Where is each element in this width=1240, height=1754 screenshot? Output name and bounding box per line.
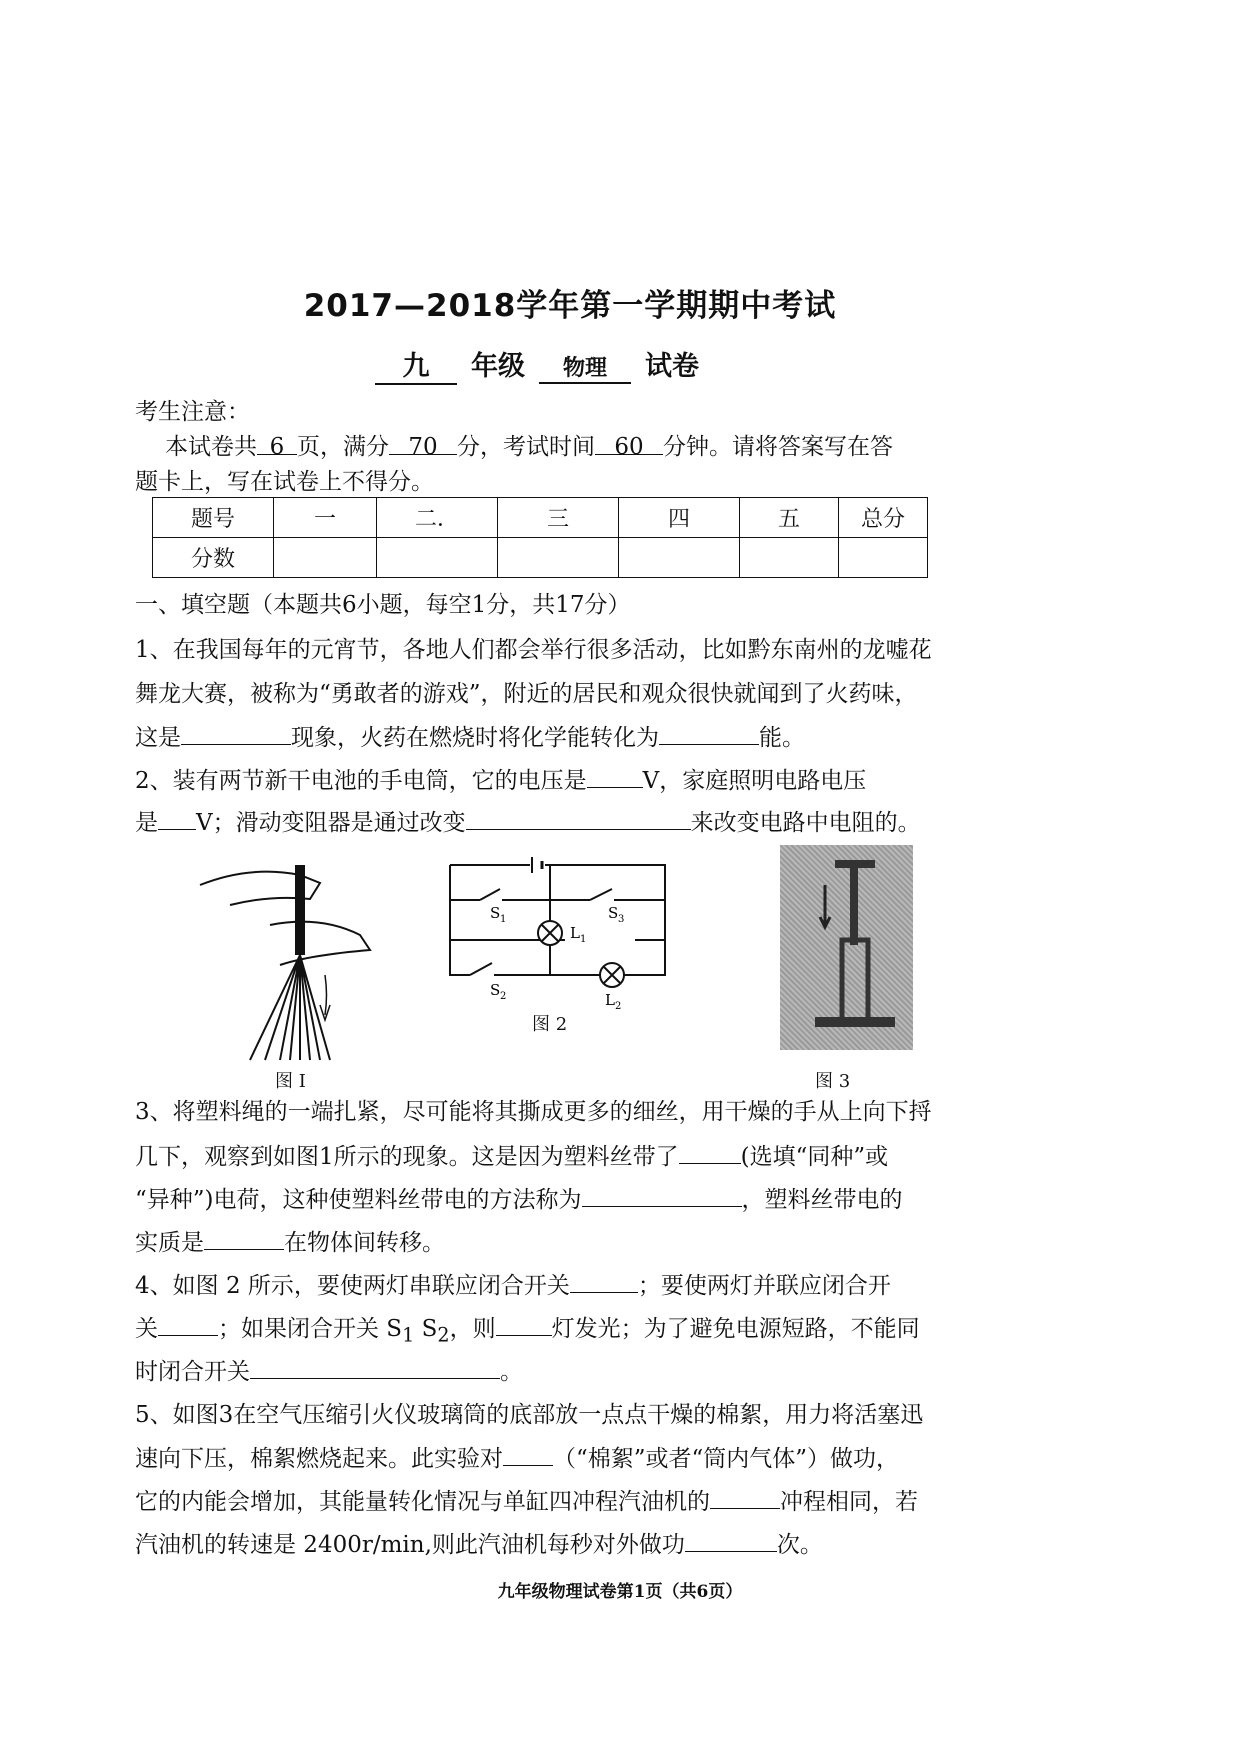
answer-blank[interactable] — [466, 807, 691, 830]
q3-text: ，塑料丝带电的 — [741, 1187, 903, 1213]
figure-3-photo — [780, 845, 913, 1050]
q5-text: 它的内能会增加，其能量转化情况与单缸四冲程汽油机的 — [135, 1489, 710, 1515]
q3-text: 几下，观察到如图1所示的现象。这是因为塑料丝带了 — [135, 1144, 679, 1170]
answer-blank[interactable] — [250, 1356, 500, 1379]
q4-text: 关 — [135, 1316, 158, 1342]
q4-text: 4、如图 2 所示，要使两灯串联应闭合开关 — [135, 1273, 570, 1299]
figure-2-caption: 图 2 — [532, 1014, 568, 1035]
q5-line-4 — [135, 1529, 995, 1560]
exam-subtitle — [375, 344, 699, 385]
q2-text: 是 — [135, 810, 158, 836]
table-cell — [498, 538, 619, 578]
label-s2-sub: 2 — [500, 991, 507, 1002]
table-cell: 二． — [377, 498, 498, 538]
notice-text: 页，满分 — [297, 434, 389, 460]
answer-blank[interactable] — [158, 807, 196, 830]
grade-value: 九 — [375, 344, 457, 385]
table-cell: 三 — [498, 498, 619, 538]
label-s3: S — [608, 904, 619, 922]
score-table-row — [153, 538, 928, 578]
figure-3-caption: 图 3 — [815, 1071, 851, 1092]
q4-text: S — [414, 1316, 438, 1342]
answer-blank[interactable] — [679, 1141, 741, 1164]
q2-text: V；滑动变阻器是通过改变 — [196, 810, 466, 836]
label-s1: S — [490, 904, 501, 922]
notice-line-1 — [165, 432, 1025, 462]
q4-text: 时闭合开关 — [135, 1359, 250, 1385]
answer-blank[interactable] — [685, 1529, 777, 1552]
answer-blank[interactable] — [503, 1443, 553, 1466]
q4-text: ；要使两灯并联应闭合开 — [637, 1273, 891, 1299]
table-cell: 分数 — [153, 538, 274, 578]
switch-s3-icon — [590, 889, 612, 900]
q4-line-2 — [135, 1313, 995, 1351]
label-l1-sub: 1 — [580, 934, 587, 945]
q5-line-3 — [135, 1486, 995, 1517]
q4-text: 。 — [500, 1359, 523, 1385]
answer-blank[interactable] — [587, 765, 643, 788]
q1-line-3 — [135, 722, 995, 753]
notice-line-2: 题卡上，写在试卷上不得分。 — [135, 469, 434, 495]
answer-blank[interactable] — [204, 1227, 284, 1250]
score-table — [152, 497, 928, 578]
figure-1-caption: 图 I — [275, 1071, 306, 1092]
answer-blank[interactable] — [582, 1184, 742, 1207]
answer-blank[interactable] — [710, 1486, 780, 1509]
q5-line-2 — [135, 1443, 995, 1474]
notice-heading: 考生注意： — [135, 399, 250, 425]
q2-line-1 — [135, 765, 995, 796]
table-cell: 四 — [619, 498, 740, 538]
table-cell — [274, 538, 377, 578]
table-cell: 总分 — [839, 498, 928, 538]
q5-text: 速向下压，棉絮燃烧起来。此实验对 — [135, 1446, 503, 1472]
label-l1: L — [570, 924, 580, 942]
q3-text: 在物体间转移。 — [284, 1230, 445, 1256]
answer-blank[interactable] — [570, 1270, 638, 1293]
table-cell — [839, 538, 928, 578]
q3-line-2 — [135, 1141, 995, 1172]
full-score-value: 70 — [389, 432, 457, 455]
notice-text: 本试卷共 — [165, 434, 257, 460]
q1-text: 能。 — [759, 725, 805, 751]
switch-s2-icon — [470, 963, 492, 975]
table-cell: 一 — [274, 498, 377, 538]
pages-value: 6 — [257, 432, 297, 455]
answer-blank[interactable] — [181, 722, 291, 745]
subscript: 2 — [437, 1323, 450, 1347]
q2-line-2 — [135, 807, 995, 838]
figure-1-image — [190, 855, 380, 1065]
label-s2: S — [490, 981, 501, 999]
q4-text: ；如果闭合开关 S — [218, 1316, 403, 1342]
q3-line-1: 3、将塑料绳的一端扎紧，尽可能将其撕成更多的细丝，用干燥的手从上向下捋 — [135, 1099, 932, 1125]
paper-label: 试卷 — [645, 351, 699, 382]
q1-text: 现象，火药在燃烧时将化学能转化为 — [291, 725, 659, 751]
q3-line-4 — [135, 1227, 995, 1258]
q2-text: V，家庭照明电路电压 — [642, 768, 867, 794]
q2-text: 来改变电路中电阻的。 — [690, 810, 921, 836]
q3-text: “异种”)电荷，这种使塑料丝带电的方法称为 — [135, 1187, 582, 1213]
table-cell — [377, 538, 498, 578]
answer-blank[interactable] — [496, 1313, 552, 1336]
q5-text: （“棉絮”或者“筒内气体”）做功， — [553, 1446, 900, 1472]
table-cell — [619, 538, 740, 578]
label-s1-sub: 1 — [500, 914, 507, 925]
figure-2-circuit — [440, 855, 690, 1025]
q3-text: (选填“同种”或 — [740, 1144, 889, 1170]
page-footer: 九年级物理试卷第1页（共6页） — [497, 1582, 743, 1602]
q3-line-3 — [135, 1184, 995, 1215]
q4-line-3 — [135, 1356, 995, 1387]
switch-s1-icon — [480, 889, 500, 900]
score-table-row — [153, 498, 928, 538]
q5-line-1: 5、如图3在空气压缩引火仪玻璃筒的底部放一点点干燥的棉絮，用力将活塞迅 — [135, 1402, 924, 1428]
fire-piston-image — [780, 845, 913, 1050]
label-l2-sub: 2 — [615, 1001, 622, 1012]
q4-text: ，则 — [449, 1316, 496, 1342]
section-1-heading: 一、填空题（本题共6小题，每空1分，共17分） — [135, 592, 631, 618]
exam-title: 2017—2018学年第一学期期中考试 — [303, 288, 837, 324]
table-cell — [740, 538, 839, 578]
q4-line-1 — [135, 1270, 995, 1301]
answer-blank[interactable] — [659, 722, 759, 745]
table-cell: 题号 — [153, 498, 274, 538]
subscript: 1 — [402, 1323, 415, 1347]
q2-text: 2、装有两节新干电池的手电筒，它的电压是 — [135, 768, 587, 794]
notice-text: 分钟。请将答案写在答 — [663, 434, 893, 460]
q1-line-1: 1、在我国每年的元宵节，各地人们都会举行很多活动，比如黔东南州的龙嘘花 — [135, 637, 932, 663]
q5-text: 次。 — [776, 1532, 823, 1558]
answer-blank[interactable] — [158, 1313, 218, 1336]
time-value: 60 — [595, 432, 663, 455]
subject-value: 物理 — [539, 351, 631, 384]
grade-label: 年级 — [471, 351, 525, 382]
table-cell: 五 — [740, 498, 839, 538]
q3-text: 实质是 — [135, 1230, 204, 1256]
q1-line-2: 舞龙大赛，被称为“勇敢者的游戏”，附近的居民和观众很快就闻到了火药味， — [135, 681, 918, 707]
label-l2: L — [605, 991, 615, 1009]
q5-text: 冲程相同，若 — [780, 1489, 918, 1515]
notice-text: 分，考试时间 — [457, 434, 595, 460]
q5-text: 汽油机的转速是 2400r/min,则此汽油机每秒对外做功 — [135, 1532, 685, 1558]
q4-text: 灯发光；为了避免电源短路，不能同 — [551, 1316, 920, 1342]
q1-text: 这是 — [135, 725, 181, 751]
label-s3-sub: 3 — [618, 914, 625, 925]
